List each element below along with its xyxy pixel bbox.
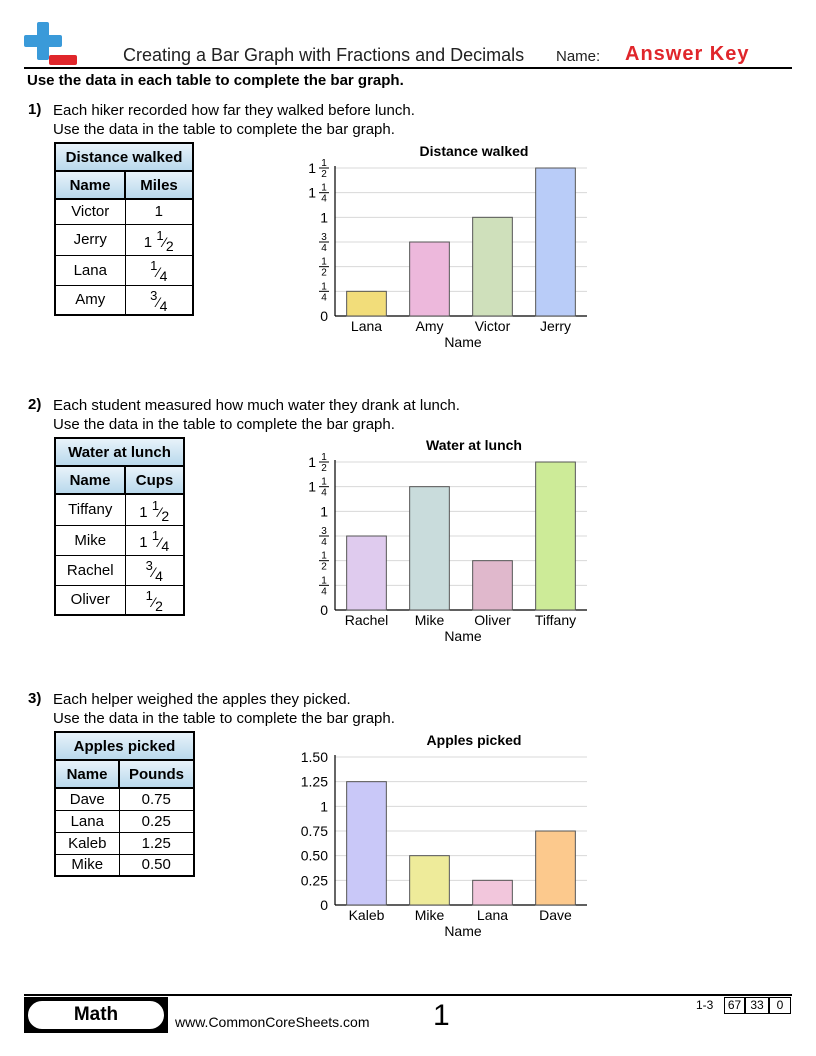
- svg-text:0: 0: [320, 602, 328, 618]
- table-cell-name: Oliver: [55, 585, 125, 615]
- column-header: Name: [55, 171, 125, 199]
- x-tick-label: Amy: [415, 318, 444, 334]
- y-tick-label: [320, 798, 328, 814]
- chart-title: Apples picked: [426, 732, 522, 748]
- data-table: [54, 731, 195, 877]
- table-cell-name: Kaleb: [55, 832, 119, 854]
- y-tick-label: [320, 503, 328, 519]
- stat-box: 67: [724, 997, 745, 1014]
- svg-text:1.25: 1.25: [300, 773, 328, 790]
- svg-text:4: 4: [321, 487, 327, 499]
- table-cell-value: 0.75: [119, 788, 194, 810]
- table-cell-name: Lana: [55, 810, 119, 832]
- column-header: Miles: [125, 171, 193, 199]
- svg-text:0: 0: [320, 308, 328, 324]
- x-axis-label: Name: [444, 628, 482, 644]
- bar: [536, 168, 576, 316]
- y-tick-label: [308, 183, 329, 205]
- table-row: [55, 199, 193, 224]
- y-tick-label: [319, 526, 329, 548]
- table-cell-value: $^3$⁄4: [125, 555, 184, 585]
- svg-text:1: 1: [320, 798, 328, 815]
- stat-box: 33: [745, 997, 769, 1014]
- y-tick-label: [301, 872, 328, 888]
- x-tick-label: Lana: [476, 907, 509, 923]
- svg-text:2: 2: [321, 169, 327, 180]
- table-row: [55, 788, 194, 810]
- svg-text:1.50: 1.50: [300, 749, 328, 765]
- y-tick-label: [319, 575, 329, 597]
- y-tick-label: [319, 257, 329, 279]
- column-header: Pounds: [119, 760, 194, 788]
- x-tick-label: Victor: [474, 318, 511, 334]
- worksheet-title: Creating a Bar Graph with Fractions and Decimals: [123, 45, 525, 65]
- table-cell-value: 0.50: [119, 854, 194, 876]
- y-tick-label: [319, 551, 329, 573]
- svg-text:0.50: 0.50: [300, 847, 328, 864]
- y-tick-label: [301, 774, 328, 790]
- table-cell-value: 1 $^1$⁄2: [125, 224, 193, 255]
- svg-text:1: 1: [321, 476, 327, 488]
- table-cell-name: Jerry: [55, 224, 125, 255]
- y-tick-label: [301, 749, 328, 765]
- svg-text:0.75: 0.75: [300, 823, 328, 839]
- table-cell-name: Lana: [55, 255, 125, 285]
- svg-text:0: 0: [320, 897, 328, 913]
- table-row: [55, 285, 193, 315]
- y-tick-label: [320, 897, 328, 913]
- y-tick-label: [308, 158, 329, 180]
- instructions: Use the data in each table to complete the bar graph.: [27, 72, 404, 89]
- bar: [410, 487, 450, 610]
- table-row: [55, 255, 193, 285]
- x-tick-label: Rachel: [344, 612, 389, 628]
- svg-text:4: 4: [321, 193, 327, 205]
- column-header: Name: [55, 760, 119, 788]
- y-tick-label: [301, 823, 328, 839]
- bar: [536, 462, 576, 610]
- svg-text:1: 1: [320, 209, 328, 226]
- table-row: [55, 224, 193, 255]
- svg-text:4: 4: [321, 243, 327, 254]
- y-tick-label: [308, 452, 329, 474]
- table-cell-value: $^3$⁄4: [125, 285, 193, 315]
- x-tick-label: Jerry: [539, 318, 572, 334]
- question-text: Use the data in the table to complete the bar graph.: [53, 121, 395, 138]
- bar: [473, 217, 513, 316]
- svg-text:2: 2: [321, 561, 327, 573]
- svg-text:1: 1: [321, 158, 327, 169]
- table-cell-name: Mike: [55, 525, 125, 555]
- y-tick-label: [308, 477, 329, 499]
- question-range: 1-3: [696, 998, 714, 1012]
- chart-title: Water at lunch: [426, 437, 522, 453]
- svg-text:1: 1: [320, 503, 328, 520]
- svg-text:1: 1: [308, 184, 316, 201]
- y-tick-label: [320, 209, 328, 225]
- svg-text:1: 1: [321, 550, 327, 562]
- svg-text:1: 1: [321, 281, 327, 293]
- table-row: [55, 555, 184, 585]
- table-cell-value: $^1$⁄2: [125, 585, 184, 615]
- table-cell-name: Rachel: [55, 555, 125, 585]
- answer-key-label: Answer Key: [625, 43, 750, 65]
- bar: [347, 536, 387, 610]
- svg-text:1: 1: [308, 478, 316, 495]
- question-number: 1): [28, 101, 42, 118]
- table-cell-value: 0.25: [119, 810, 194, 832]
- svg-text:3: 3: [321, 526, 327, 537]
- bar-chart: [290, 138, 600, 358]
- table-row: [55, 525, 184, 555]
- svg-text:1: 1: [321, 182, 327, 194]
- y-tick-label: [319, 281, 329, 303]
- question-text: Each helper weighed the apples they picked.: [53, 691, 351, 708]
- header-rule: [24, 67, 792, 69]
- x-axis-label: Name: [444, 923, 482, 939]
- svg-text:3: 3: [321, 232, 327, 243]
- x-tick-label: Tiffany: [534, 612, 577, 628]
- data-table: [54, 142, 194, 316]
- table-row: [55, 494, 184, 525]
- x-tick-label: Lana: [350, 318, 383, 334]
- svg-text:4: 4: [321, 292, 327, 304]
- table-cell-value: 1 $^1$⁄4: [125, 525, 184, 555]
- svg-text:2: 2: [321, 267, 327, 279]
- site-url: www.CommonCoreSheets.com: [175, 1014, 370, 1030]
- svg-text:4: 4: [321, 537, 327, 548]
- svg-text:1: 1: [308, 160, 316, 176]
- svg-text:0.25: 0.25: [300, 872, 328, 889]
- question-text: Each student measured how much water they drank at lunch.: [53, 397, 460, 414]
- table-cell-name: Tiffany: [55, 494, 125, 525]
- data-table: [54, 437, 185, 616]
- svg-text:1: 1: [321, 256, 327, 268]
- bar: [473, 561, 513, 610]
- bar-chart: [290, 727, 600, 947]
- x-tick-label: Mike: [414, 612, 445, 628]
- table-row: [55, 810, 194, 832]
- question-number: 3): [28, 690, 42, 707]
- table-title: Distance walked: [55, 143, 193, 171]
- svg-text:2: 2: [321, 463, 327, 474]
- table-title: Water at lunch: [55, 438, 184, 466]
- table-cell-name: Victor: [55, 199, 125, 224]
- svg-text:1: 1: [308, 454, 316, 470]
- table-row: [55, 854, 194, 876]
- table-cell-name: Dave: [55, 788, 119, 810]
- table-cell-value: 1 $^1$⁄2: [125, 494, 184, 525]
- bar: [410, 242, 450, 316]
- bar: [410, 856, 450, 905]
- bar: [536, 831, 576, 905]
- chart-title: Distance walked: [419, 143, 529, 159]
- page-number: 1: [433, 999, 450, 1032]
- x-tick-label: Mike: [414, 907, 445, 923]
- table-cell-name: Mike: [55, 854, 119, 876]
- table-cell-value: 1.25: [119, 832, 194, 854]
- subject-badge: Math: [26, 999, 166, 1031]
- svg-text:1: 1: [321, 452, 327, 463]
- bar: [473, 880, 513, 905]
- table-cell-name: Amy: [55, 285, 125, 315]
- stat-box: 0: [769, 997, 791, 1014]
- name-label: Name:: [556, 48, 601, 65]
- footer-rule: [24, 994, 792, 996]
- x-tick-label: Kaleb: [348, 907, 385, 923]
- logo-plus-vertical: [37, 22, 49, 60]
- column-header: Cups: [125, 466, 184, 494]
- column-header: Name: [55, 466, 125, 494]
- bar-chart: [290, 432, 600, 652]
- table-cell-value: $^1$⁄4: [125, 255, 193, 285]
- x-tick-label: Dave: [539, 907, 572, 923]
- question-number: 2): [28, 396, 42, 413]
- bar: [347, 291, 387, 316]
- svg-text:4: 4: [321, 586, 327, 598]
- table-title: Apples picked: [55, 732, 194, 760]
- x-axis-label: Name: [444, 334, 482, 350]
- x-tick-label: Oliver: [474, 612, 511, 628]
- y-tick-label: [320, 308, 328, 324]
- table-cell-value: 1: [125, 199, 193, 224]
- y-tick-label: [301, 848, 328, 864]
- question-text: Each hiker recorded how far they walked before lunch.: [53, 102, 415, 119]
- question-text: Use the data in the table to complete the bar graph.: [53, 710, 395, 727]
- bar: [347, 782, 387, 905]
- svg-text:1: 1: [321, 575, 327, 587]
- table-row: [55, 832, 194, 854]
- question-text: Use the data in the table to complete the bar graph.: [53, 416, 395, 433]
- logo-minus: [49, 55, 77, 65]
- table-row: [55, 585, 184, 615]
- y-tick-label: [319, 232, 329, 254]
- y-tick-label: [320, 602, 328, 618]
